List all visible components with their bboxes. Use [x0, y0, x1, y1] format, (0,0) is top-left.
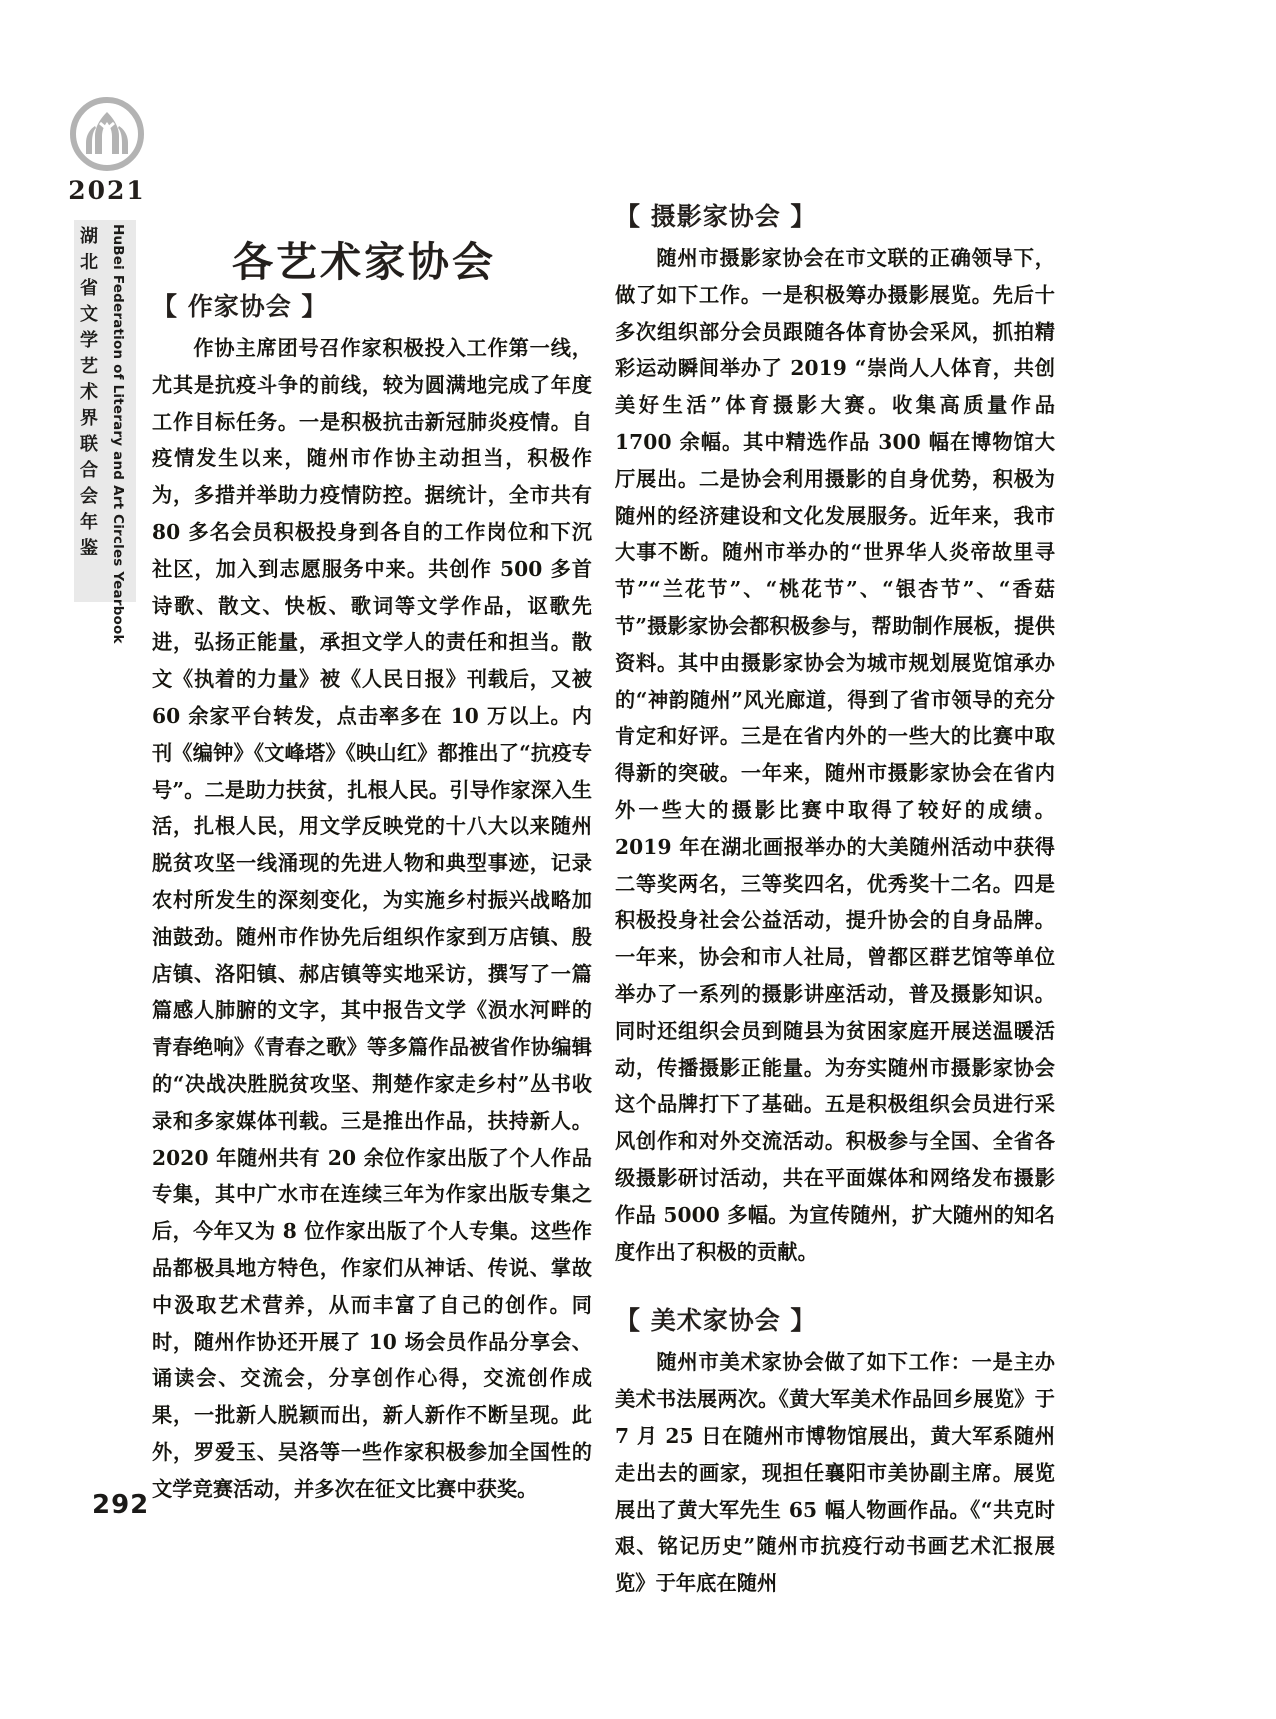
page-number: 292 — [92, 1490, 150, 1520]
section-writers-association — [152, 290, 592, 1508]
section-heading: 【 摄影家协会 】 — [615, 202, 817, 231]
section-artists-association — [615, 1304, 1055, 1602]
section-spacer — [615, 1274, 1055, 1304]
page-content — [152, 186, 1080, 1596]
hubei-federation-emblem-icon — [69, 96, 145, 172]
rail-title-chinese: 湖北省文学艺术界联合会年鉴 — [80, 226, 98, 559]
section-photographers-association — [615, 200, 1055, 1270]
column-left — [152, 186, 592, 1512]
section-heading: 【 美术家协会 】 — [615, 1306, 817, 1336]
section-heading: 【 作家协会 】 — [152, 292, 328, 321]
yearbook-side-rail — [60, 96, 152, 644]
section-paragraph: 随州市摄影家协会在市文联的正确领导下，做了如下工作。一是积极筹办摄影展览。先后十多次组织部分会员跟随各体育协会采风，抓拍精彩运动瞬间举办了 2019 “崇尚人人体育，共创美好生活”体育摄影大赛。收集高质量作品 1700 余幅。其中精选作品 300 幅在博物馆大厅展出。二是协会利用摄影的自身优势，积极为随州的经济建设和文化发展服务。近年来，我市大事不断。随州市举办的“世界华人炎帝故里寻节”“兰花节”、“桃花节”、“银杏节”、“香菇节”摄影家协会都积极参与，帮助制作展板，提供资料。其中由摄影家协会为城市规划展览馆承办的“神韵随州”风光廊道，得到了省市领导的充分肯定和好评。三是在省内外的一些大的比赛中取得新的突破。一年来，随州市摄影家协会在省内外一些大的摄影比赛中取得了较好的成绩。2019 年在湖北画报举办的大美随州活动中获得二等奖两名，三等奖四名，优秀奖十二名。四是积极投身社会公益活动，提升协会的自身品牌。一年来，协会和市人社局，曾都区群艺馆等单位举办了一系列的摄影讲座活动，普及摄影知识。同时还组织会员到随县为贫困家庭开展送温暖活动，传播摄影正能量。为夯实随州市摄影家协会这个品牌打下了基础。五是积极组织会员进行采风创作和对外交流活动。积极参与全国、全省各级摄影研讨活动，共在平面媒体和网络发布摄影作品 5000 多幅。为宣传随州，扩大随州的知名度作出了积极的贡献。 — [615, 246, 1055, 1264]
rail-title-english: HuBei Federation of Literary and Art Circles Yearbook — [110, 224, 126, 644]
section-paragraph: 作协主席团号召作家积极投入工作第一线，尤其是抗疫斗争的前线，较为圆满地完成了年度工作目标任务。一是积极抗击新冠肺炎疫情。自疫情发生以来，随州市作协主动担当，积极作为，多措并举助力疫情防控。据统计，全市共有 80 多名会员积极投身到各自的工作岗位和下沉社区，加入到志愿服务中来。共创作 500 多首诗歌、散文、快板、歌词等文学作品，讴歌先进，弘扬正能量，承担文学人的责任和担当。散文《执着的力量》被《人民日报》刊载后，又被 60 余家平台转发，点击率多在 10 万以上。内刊《编钟》《文峰塔》《映山红》都推出了“抗疫专号”。二是助力扶贫，扎根人民。引导作家深入生活，扎根人民，用文学反映党的十八大以来随州脱贫攻坚一线涌现的先进人物和典型事迹，记录农村所发生的深刻变化，为实施乡村振兴战略加油鼓劲。随州市作协先后组织作家到万店镇、殷店镇、洛阳镇、郝店镇等实地采访，撰写了一篇篇感人肺腑的文字，其中报告文学《涢水河畔的青春绝响》《青春之歌》等多篇作品被省作协编辑的“决战决胜脱贫攻坚、荆楚作家走乡村”丛书收录和多家媒体刊载。三是推出作品，扶持新人。2020 年随州共有 20 余位作家出版了个人作品专集，其中广水市在连续三年为作家出版专集之后，今年又为 8 位作家出版了个人专集。这些作品都极具地方特色，作家们从神话、传说、掌故中汲取艺术营养，从而丰富了自己的创作。同时，随州作协还开展了 10 场会员作品分享会、诵读会、交流会，分享创作心得，交流创作成果，一批新人脱颖而出，新人新作不断呈现。此外，罗爱玉、吴洛等一些作家积极参加全国性的文学竞赛活动，并多次在征文比赛中获奖。 — [152, 336, 592, 1501]
column-right — [615, 186, 1055, 1606]
section-paragraph: 随州市美术家协会做了如下工作：一是主办美术书法展两次。《黄大军美术作品回乡展览》于 7 月 25 日在随州市博物馆展出，黄大军系随州走出去的画家，现担任襄阳市美协副主席。展览展出了黄大军先生 65 幅人物画作品。《“共克时艰、铭记历史”随州市抗疫行动书画艺术汇报展览》于年底在随州 — [615, 1350, 1055, 1596]
yearbook-year: 2021 — [68, 176, 146, 205]
page-title: 各艺术家协会 — [232, 238, 496, 287]
